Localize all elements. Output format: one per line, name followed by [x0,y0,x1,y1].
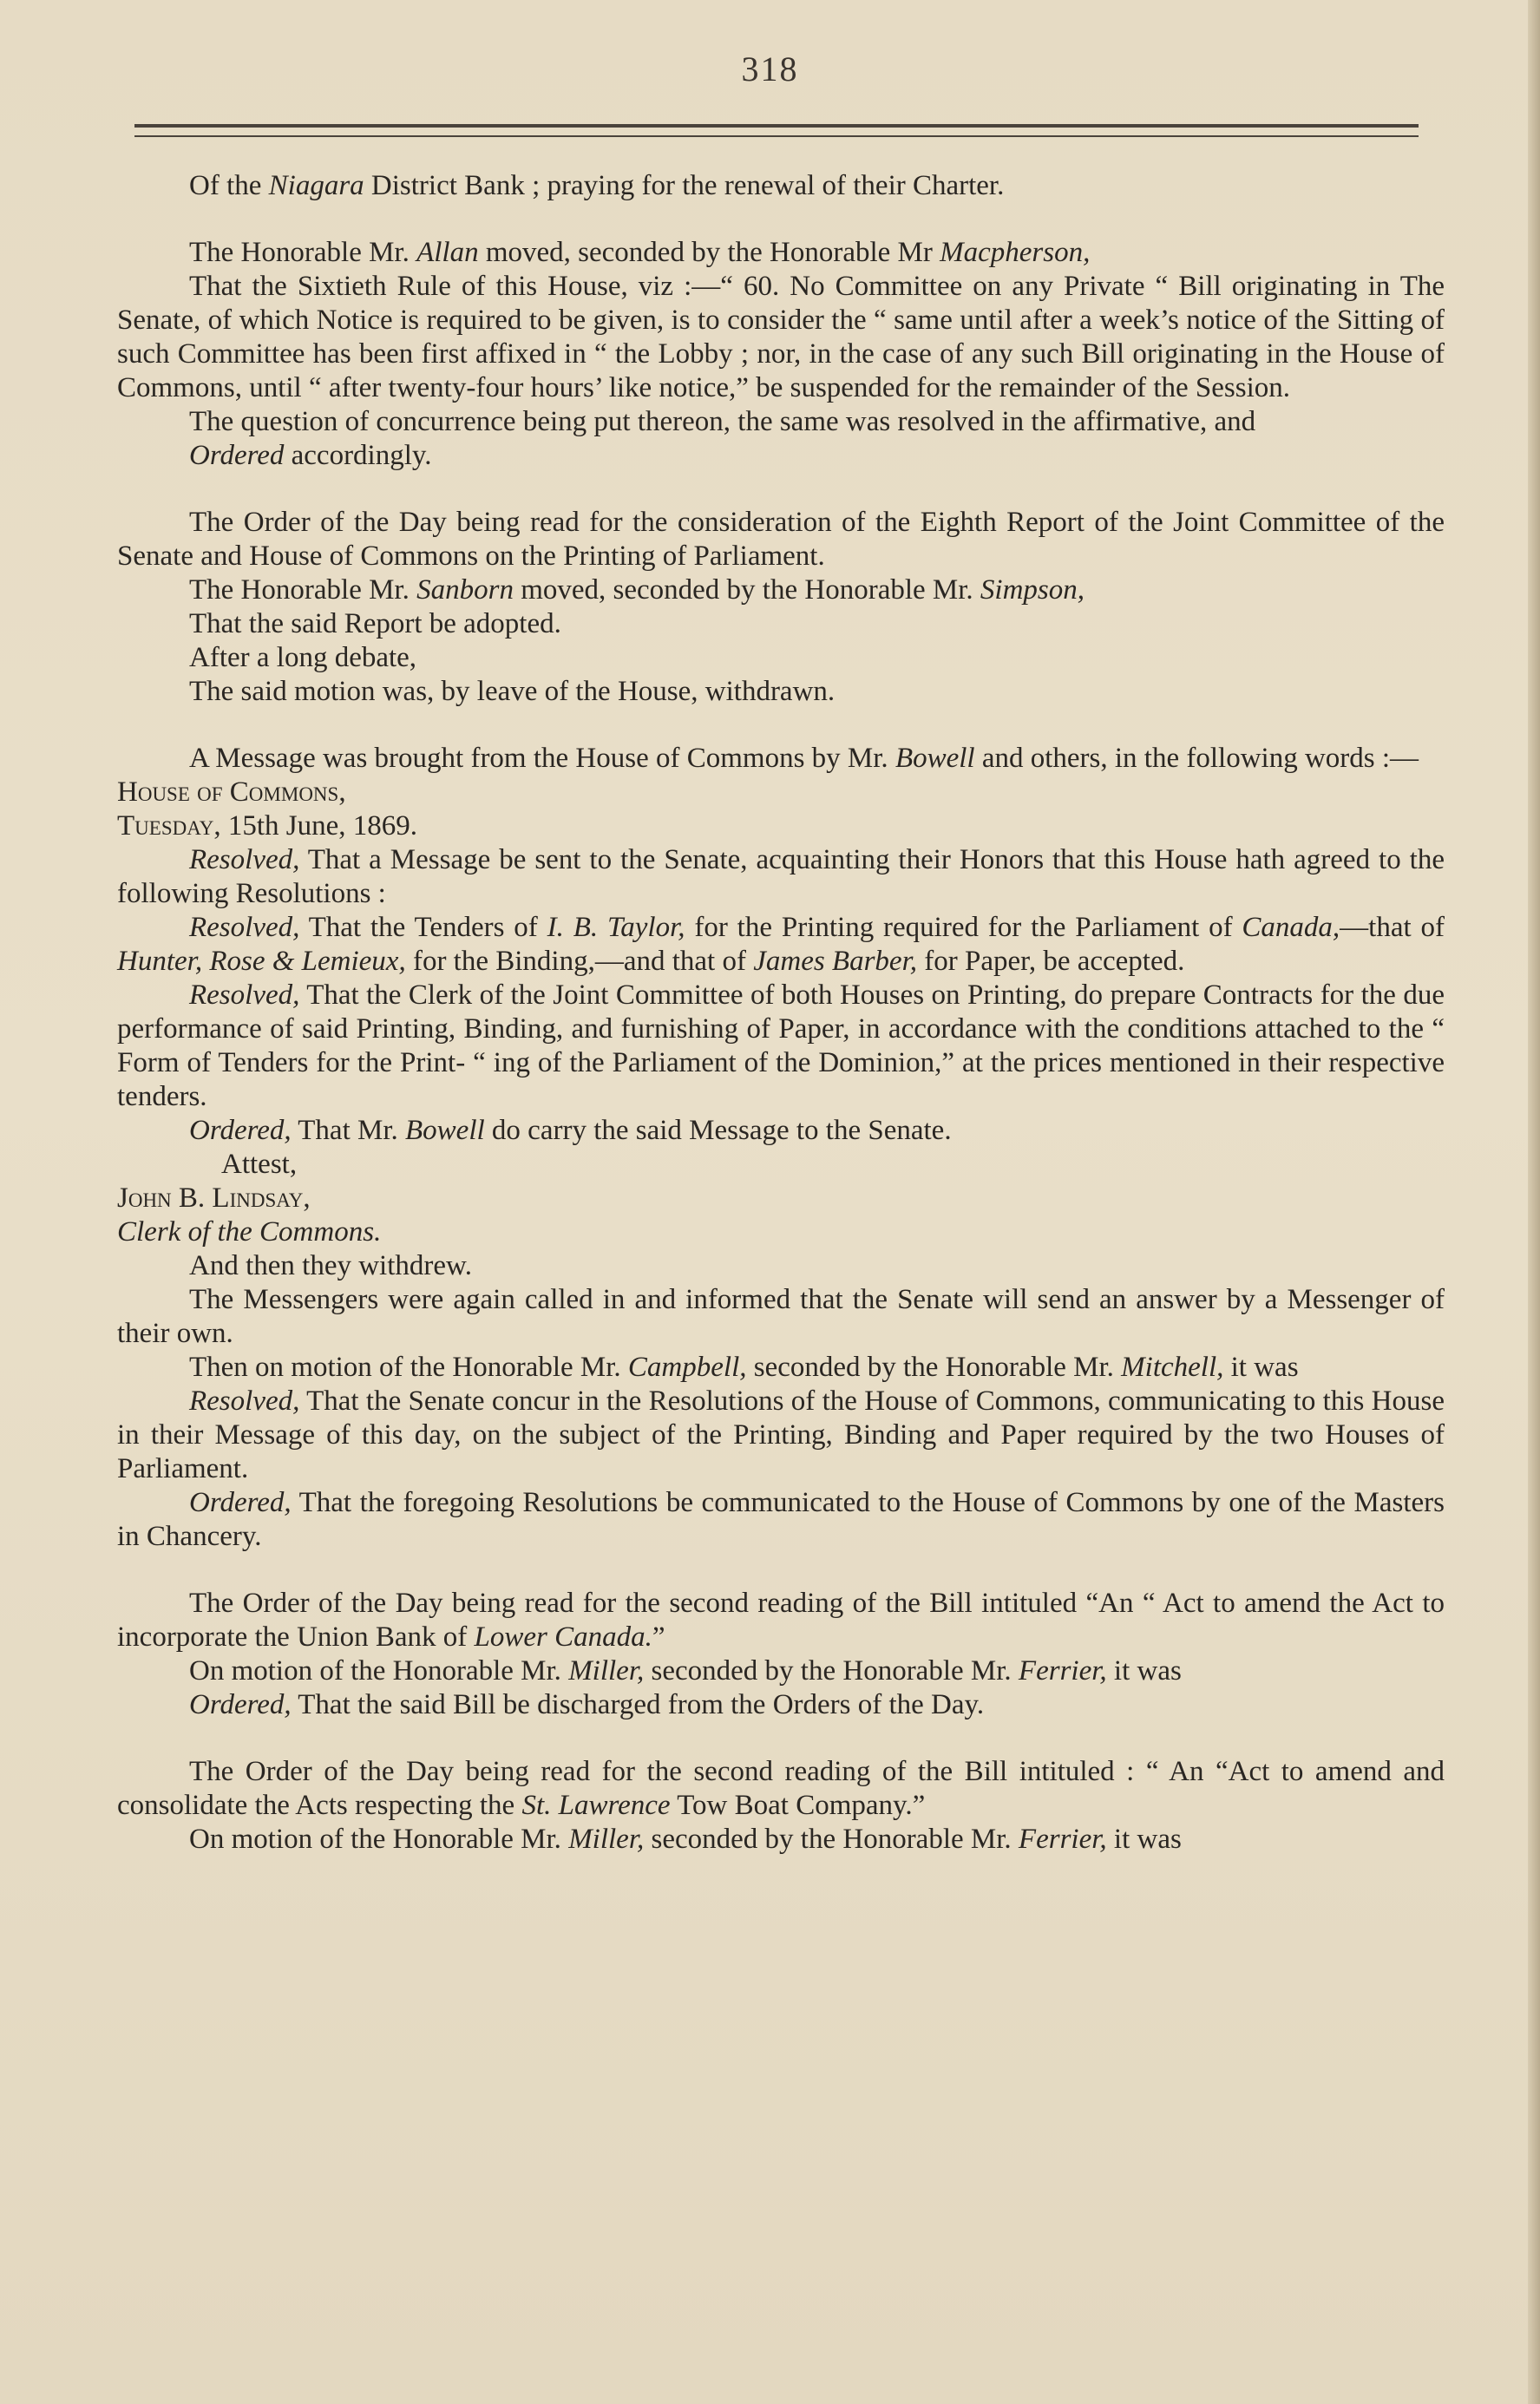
page-edge [1528,0,1540,2404]
italic-text: Niagara [268,170,364,201]
italic-text: Resolved, [189,1385,300,1417]
text-run: That Mr. [291,1115,406,1146]
page-number: 318 [741,49,799,88]
italic-text: Miller, [568,1655,645,1687]
italic-text: James Barber, [753,946,918,977]
header-rule [134,124,1419,137]
paragraph-gap [117,1554,1445,1587]
italic-text: Hunter, Rose & Lemieux, [117,946,406,977]
paragraph [117,270,1445,405]
italic-text: Allan [416,237,479,268]
italic-text: Macpherson, [940,237,1091,268]
text-run: That the Clerk of the Joint Committee of both Houses on Printing, do prepare Contracts for the due performance of said Printing, Binding, and furnishing of Paper, in accordance with the conditions attached to the “ Form of Tenders for the Print- “ ing of the Parliament of the Dominion,” at the prices mentioned in their respective tenders. [117,979,1445,1112]
text-run: it was [1106,1655,1182,1687]
paragraph-gap [117,709,1445,742]
text-run: it was [1106,1824,1182,1855]
text-run: and others, in the following words :— [974,743,1419,774]
italic-text: Bowell [405,1115,485,1146]
italic-text: Miller, [568,1824,645,1855]
paragraph [117,169,1445,203]
message-heading-date [117,809,1445,843]
text-run: House of Commons, [117,776,346,808]
document-body [117,169,1445,1857]
paragraph [117,1755,1445,1823]
text-run: That a Message be sent to the Senate, acquainting their Honors that this House hath agreed to the following Resolutions : [117,844,1445,909]
paragraph [117,843,1445,911]
text-run: moved, seconded by the Honorable Mr. [513,574,980,606]
italic-text: Lower Canada. [474,1621,652,1653]
text-run: The Order of the Day being read for the second reading of the Bill intituled : “ An “Act to amend and consolidate the Acts respecting the [117,1756,1445,1821]
paragraph [117,506,1445,573]
text-run: And then they withdrew. [189,1250,472,1281]
italic-text: Campbell, [627,1352,747,1383]
paragraph [117,1688,1445,1722]
paragraph-gap [117,473,1445,506]
italic-text: Sanborn [416,574,514,606]
italic-text: Ferrier, [1018,1824,1107,1855]
italic-text: Resolved, [189,979,300,1011]
text-run: accordingly. [284,440,432,471]
italic-text: Ordered, [189,1689,292,1720]
paragraph [117,607,1445,641]
italic-text: St. Lawrence [521,1790,671,1821]
paragraph [117,1385,1445,1486]
text-run: The Honorable Mr. [189,237,417,268]
text-run: After a long debate, [189,642,417,673]
attest-line [117,1148,1445,1182]
text-run: Tuesday, [117,810,221,842]
italic-text: Ordered, [189,1487,292,1518]
text-run: for the Binding,—and that of [405,946,754,977]
text-run: That the said Report be adopted. [189,608,561,639]
text-run: That the Sixtieth Rule of this House, viz :—“ 60. No Committee on any Private “ Bill originating in The Senate, of which Notice is required to be given, is to consider the “ same until after a week’s notice of the Sitting of such Committee has been first affixed in “ the Lobby ; nor, in the case of any such Bill originating in the House of Commons, until “ after twenty-four hours’ like notice,” be suspended for the remainder of the Session. [117,271,1445,403]
italic-text: Resolved, [189,912,300,943]
text-run: That the Senate concur in the Resolutions of the House of Commons, communicating to this House in their Message of this day, on the subject of the Printing, Binding and Paper required by the two Houses of Parliament. [117,1385,1445,1484]
paragraph [117,1823,1445,1857]
text-run: seconded by the Honorable Mr. [644,1824,1019,1855]
paragraph [117,1283,1445,1351]
text-run: That the said Bill be discharged from the Orders of the Day. [291,1689,985,1720]
paragraph [117,1587,1445,1654]
italic-text: Ordered, [189,1115,292,1146]
italic-text: Bowell [895,743,975,774]
text-run: The question of concurrence being put thereon, the same was resolved in the affirmative, and [189,406,1256,437]
text-run: moved, seconded by the Honorable Mr [478,237,940,268]
text-run: John B. Lindsay, [117,1182,311,1214]
paragraph [117,1351,1445,1385]
paragraph [117,1486,1445,1554]
italic-text: Canada, [1242,912,1340,943]
paragraph [117,1249,1445,1283]
message-heading-house [117,776,1445,809]
paragraph [117,979,1445,1114]
italic-text: Mitchell, [1121,1352,1224,1383]
paragraph [117,405,1445,439]
text-run: That the foregoing Resolutions be communicated to the House of Commons by one of the Masters in Chancery. [117,1487,1445,1552]
text-run: for the Printing required for the Parliament of [685,912,1242,943]
text-run: A Message was brought from the House of Commons by Mr. [189,743,895,774]
paragraph-gap [117,203,1445,236]
text-run: do carry the said Message to the Senate. [484,1115,952,1146]
text-run: The Order of the Day being read for the consideration of the Eighth Report of the Joint Committee of the Senate and House of Commons on the Printing of Parliament. [117,507,1445,572]
text-run: it was [1223,1352,1299,1383]
paragraph [117,1114,1445,1148]
text-run: Attest, [221,1149,298,1180]
paragraph-gap [117,1722,1445,1755]
text-run: Tow Boat Company.” [670,1790,926,1821]
paragraph [117,675,1445,709]
paragraph [117,1654,1445,1688]
text-run: The Honorable Mr. [189,574,417,606]
text-run: Of the [189,170,269,201]
text-run: for Paper, be accepted. [917,946,1185,977]
text-run: The said motion was, by leave of the House, withdrawn. [189,676,836,707]
signature-title [117,1215,1445,1249]
text-run: 15th June, 1869. [220,810,417,842]
text-run: That the Tenders of [299,912,547,943]
text-run: —that of [1340,912,1445,943]
text-run: The Messengers were again called in and informed that the Senate will send an answer by a Messenger of their own. [117,1284,1445,1349]
paragraph [117,439,1445,473]
text-run: seconded by the Honorable Mr. [746,1352,1122,1383]
text-run: On motion of the Honorable Mr. [189,1655,569,1687]
text-run: ” [652,1621,665,1653]
text-run: seconded by the Honorable Mr. [644,1655,1019,1687]
text-run: The Order of the Day being read for the second reading of the Bill intituled “An “ Act to amend the Act to incorporate the Union Bank of [117,1588,1445,1653]
italic-text: Ordered [189,440,285,471]
signature-name [117,1182,1445,1215]
text-run: District Bank ; praying for the renewal of their Charter. [364,170,1005,201]
text-run: Then on motion of the Honorable Mr. [189,1352,628,1383]
italic-text: Ferrier, [1018,1655,1107,1687]
italic-text: Simpson, [980,574,1085,606]
paragraph [117,911,1445,979]
text-run: On motion of the Honorable Mr. [189,1824,569,1855]
italic-text: Clerk of the Commons. [117,1216,382,1248]
italic-text: I. B. Taylor, [547,912,685,943]
paragraph [117,573,1445,607]
italic-text: Resolved, [189,844,300,875]
paragraph [117,742,1445,776]
paragraph [117,641,1445,675]
paragraph [117,236,1445,270]
